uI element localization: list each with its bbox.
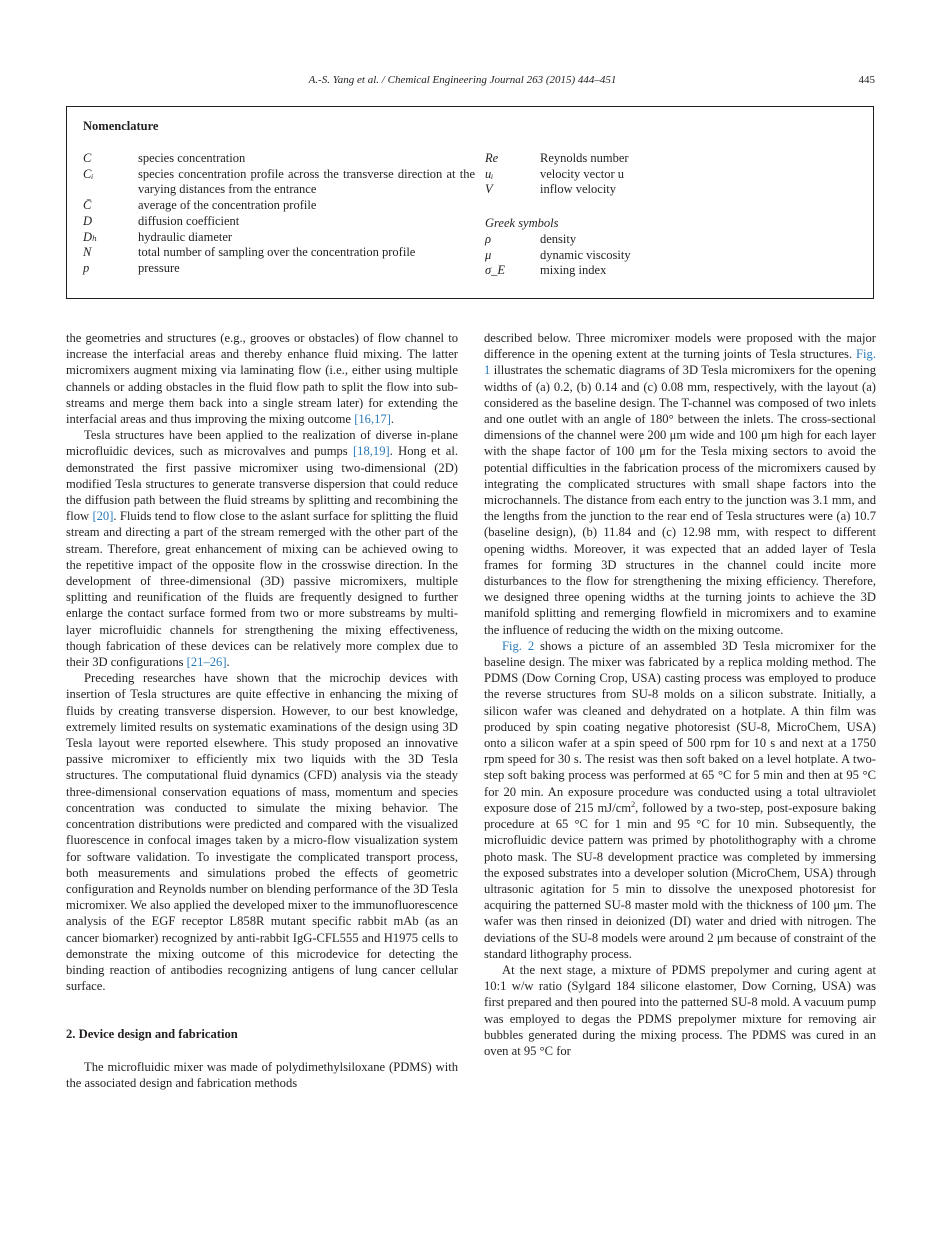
- nomenclature-entry: [83, 198, 475, 214]
- nomenclature-title: Nomenclature: [83, 119, 159, 133]
- nomenclature-entry: [485, 182, 845, 198]
- nomenclature-definition: inflow velocity: [540, 182, 617, 197]
- nomenclature-entry: [485, 263, 845, 279]
- nomenclature-definition: species concentration profile across the transverse direction at the varying distances from the entrance: [138, 166, 475, 197]
- paragraph: Tesla structures have been applied to the realization of diverse in-plane microfluidic devices, such as microvalves and pumps [18,19]. Hong et al. demonstrated the first passive micromixer using two-dimensional (2D) modified Tesla structures to generate transverse dispersion that could reduce the diffusion path between the fluid streams by splitting and recombining the flow [20]. Fluids tend to flow close to the aslant surface for splitting the fluid stream and directing a part of the stream remerged with the other part of the stream. Therefore, great enhancement of mixing can be achieved owing to the repetitive impact of the opposite flow in the crosswise direction. In the development of three-dimensional (3D) passive micromixers, multiple splitting and reunification of the fluids are frequently designed to further enlarge the contact surface formed from two or more substreams by multi-layer microfluidic channels for strengthening the mixing effectiveness, though fabrication of these devices can be relatively more complex due to their 3D configurations [21–26].: [66, 428, 458, 670]
- nomenclature-symbol: N: [83, 245, 92, 260]
- nomenclature-symbol: V: [485, 182, 493, 197]
- nomenclature-definition: mixing index: [540, 263, 607, 278]
- nomenclature-definition: velocity vector u: [540, 166, 624, 181]
- nomenclature-definition: total number of sampling over the concentration profile: [138, 245, 416, 260]
- right-column: [484, 330, 876, 1059]
- nomenclature-definition: dynamic viscosity: [540, 247, 631, 262]
- left-column: [66, 330, 458, 1091]
- paragraph: The microfluidic mixer was made of polydimethylsiloxane (PDMS) with the associated design and fabrication methods: [66, 1059, 458, 1090]
- nomenclature-left-list: [83, 151, 475, 277]
- figure-link[interactable]: Fig. 1: [484, 347, 876, 378]
- nomenclature-entry: [83, 151, 475, 167]
- nomenclature-entry: [83, 230, 475, 246]
- nomenclature-entry: [485, 248, 845, 264]
- nomenclature-definition: species concentration: [138, 151, 246, 165]
- nomenclature-entry: [83, 245, 475, 261]
- citation-link[interactable]: [21–26]: [186, 655, 227, 670]
- nomenclature-definition: average of the concentration profile: [138, 198, 317, 213]
- nomenclature-symbol: uᵢ: [485, 166, 494, 181]
- paragraph: Preceding researches have shown that the microchip devices with insertion of Tesla structures are quite effective in enhancing the mixing of fluids by creating transverse dispersion. However, to our best knowledge, extremely limited results on systematic examinations of the design using 3D Tesla layout were reported elsewhere. This study proposed an innovative passive micromixer to efficiently mix two liquids with the 3D Tesla structures. The computational fluid dynamics (CFD) analysis via the steady three-dimensional conservation equations of mass, momentum and species concentration was conducted to simulate the mixing behavior. The concentration distributions were predicted and compared with the visualized fluorescence in confocal images taken by a micro-flow visualization system for software validation. To investigate the complicated transport process, both measurements and simulations probed the effects of geometric configuration and Reynolds number on blending performance of the 3D Tesla micromixer. We also applied the developed mixer to the immunofluorescence analysis of the EGF receptor L858R mutant specific rabbit mAb (as an cancer biomarker) recognized by anti-rabbit IgG-CFL555 and H1975 cells to demonstrate the mixing outcome of this microdevice for detecting the binding reaction of antibodies recognizing antigens of lung cancer cellular surface.: [66, 671, 458, 994]
- nomenclature-right-list: [485, 151, 845, 279]
- nomenclature-entry: [485, 167, 845, 183]
- nomenclature-definition: diffusion coefficient: [138, 213, 240, 228]
- paragraph: the geometries and structures (e.g., grooves or obstacles) of flow channel to increase the interfacial areas and thereby enhance fluid mixing. The latter micromixers augment mixing via laminating flow (i.e., either using multiple channels or adding obstacles in the fluid flow path to split the flow into sub-streams and merge them back into a single stream later) for extending the interfacial areas and thus improving the mixing outcome [16,17].: [66, 331, 458, 427]
- running-head: [0, 74, 925, 90]
- page-number: 445: [858, 74, 875, 86]
- nomenclature-definition: Reynolds number: [540, 151, 629, 165]
- citation-link[interactable]: [16,17]: [354, 412, 391, 427]
- nomenclature-symbol: σ_E: [485, 263, 506, 278]
- nomenclature-entry: [83, 214, 475, 230]
- nomenclature-symbol: C: [83, 151, 92, 165]
- greek-symbols-heading: Greek symbols: [485, 216, 559, 231]
- nomenclature-box: [66, 106, 874, 299]
- paragraph: described below. Three micromixer models were proposed with the major difference in the opening extent at the turning joints of Tesla structures. Fig. 1 illustrates the schematic diagrams of 3D Tesla micromixers for the opening widths of (a) 0.2, (b) 0.14 and (c) 0.08 mm, respectively, with the layout (a) considered as the baseline design. The T-channel was composed of two inlets and one outlet with an angle of 180° between the inlets. The cross-sectional dimensions of the channel were 200 μm wide and 100 μm high for each layer with the shape factor of 100 μm for the Tesla mixing sectors to avoid the potential difficulties in the fabrication process of the micromixers caused by integrating the complicated structures with small shape factors into the microchannels. The distance from each entry to the junction was 3.1 mm, and the lengths from the junction to the rear end of Tesla structures were (a) 10.7 (baseline design), (b) 11.84 and (c) 12.98 mm, with respect to different opening widths. Moreover, it was expected that an added layer of Tesla frames for forming 3D structures in the channel could incite more disturbances to the flow for strengthening the mixing efficiency. Therefore, we designed three opening widths at the turning joints to achieve the 3D manifold splitting and remerging flowfield in micromixers and to examine the influence of reducing the width on the mixing outcome.: [484, 331, 876, 637]
- nomenclature-symbol: Cᵢ: [83, 166, 94, 181]
- nomenclature-symbol: Dₕ: [83, 229, 98, 244]
- nomenclature-entry: [83, 261, 475, 277]
- section-heading: 2. Device design and fabrication: [66, 1027, 238, 1042]
- nomenclature-entry: [83, 167, 475, 198]
- nomenclature-entry: [485, 232, 845, 248]
- nomenclature-symbol: μ: [485, 247, 492, 262]
- nomenclature-definition: hydraulic diameter: [138, 229, 233, 244]
- nomenclature-symbol: C̄: [83, 198, 92, 213]
- citation-link[interactable]: [20]: [92, 509, 114, 524]
- figure-link[interactable]: Fig. 2: [502, 638, 535, 653]
- nomenclature-entry: [485, 151, 845, 167]
- nomenclature-definition: pressure: [138, 260, 180, 275]
- paragraph: Fig. 2 shows a picture of an assembled 3D Tesla micromixer for the baseline design. The mixer was fabricated by a replica molding method. The PDMS (Dow Corning Crop, USA) casting process was employed to produce the reverse structures from SU-8 molds on a silicon substrate. Initially, a silicon wafer was cleaned and dehydrated on a hotplate. A thin film was produced by spin coating negative photoresist (SU-8, MicroChem, USA) onto a silicon wafer at a spin speed of 500 rpm for 10 s and next at a 1750 rpm speed for 30 s. The resist was then soft baked on a level hotplate. A two-step soft baking process was performed at 65 °C for 5 min and then at 95 °C for 20 min. An exposure procedure was conducted using a total ultraviolet exposure dose of 215 $mJ/cm^2$, followed by a two-step, post-exposure baking procedure at 65 °C for 1 min and 95 °C for 10 min. Subsequently, the microfluidic device pattern was primed by photolithography with a chrome photo mask. The SU-8 development practice was completed by immersing the exposed substrates into a developer solution (MicroChem, USA) through ultrasonic agitation for 5 min to dissolve the unexposed photoresist for acquiring the patterned SU-8 master mold with the thickness of 100 μm. The wafer was then rinsed in deionized (DI) water and dried with nitrogen. The deviations of the SU-8 models were around 2 μm because of constraint of the standard lithography process.: [484, 638, 876, 961]
- nomenclature-symbol: Re: [485, 151, 499, 165]
- paragraph: At the next stage, a mixture of PDMS prepolymer and curing agent at 10:1 w/w ratio (Sylgard 184 silicone elastomer, Dow Corning, USA) was first prepared and then poured into the patterned SU-8 mold. A vacuum pump was employed to degas the PDMS prepolymer mixture for removing air bubbles generated during the mixing process. The PDMS was cured in an oven at 95 °C for: [484, 962, 876, 1058]
- journal-citation: A.-S. Yang et al. / Chemical Engineering Journal 263 (2015) 444–451: [308, 74, 617, 86]
- nomenclature-symbol: p: [83, 260, 90, 275]
- nomenclature-definition: density: [540, 231, 577, 246]
- nomenclature-symbol: D: [83, 213, 93, 228]
- nomenclature-symbol: ρ: [485, 231, 491, 246]
- citation-link[interactable]: [18,19]: [352, 444, 390, 459]
